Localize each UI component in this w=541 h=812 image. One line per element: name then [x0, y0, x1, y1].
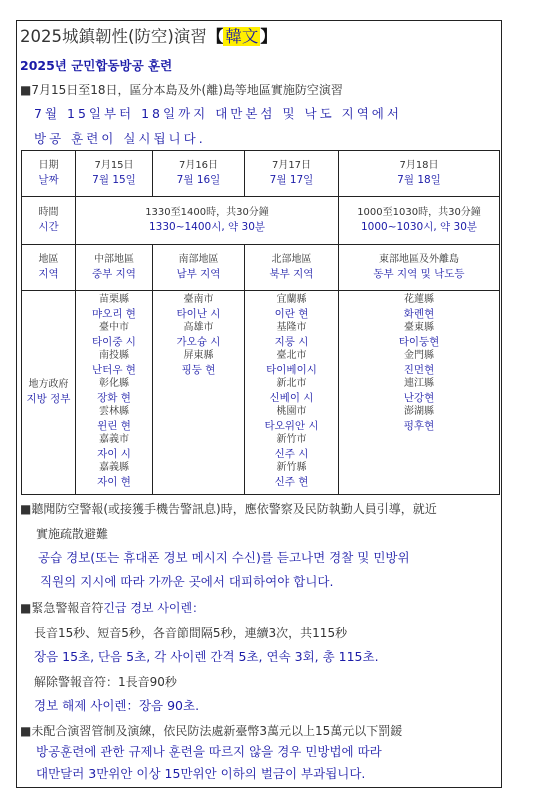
siren-heading-ko: 긴급 경보 사이렌： — [103, 601, 205, 615]
schedule-date-row — [22, 151, 500, 197]
region-cell: 北部地區 북부 지역 — [245, 245, 339, 291]
release-ko: 경보 해제 사이렌：장음 90초. — [34, 698, 200, 713]
schedule-time-row — [22, 197, 500, 245]
warning-zh-line2: 實施疏散避難 — [36, 527, 109, 541]
release-zh: 解除警報音符：1長音90秒 — [34, 675, 177, 689]
penalty-ko-line2: 대만달러 3만위안 이상 15만위안 이하의 벌금이 부과됩니다. — [36, 766, 366, 781]
title-bracket-close: 】 — [260, 27, 277, 46]
warning-ko-line1: 공습 경보(또는 휴대폰 경보 메시지 수신)를 듣고나면 경찰 및 민방위 — [38, 550, 410, 565]
region-header-cell: 地區 지역 — [22, 245, 76, 291]
date-header-cell: 日期 날짜 — [22, 151, 76, 197]
time-main-cell: 1330至1400時，共30分鐘 1330~1400시, 약 30분 — [76, 197, 339, 245]
title-main: 2025城鎮韌性(防空)演習 — [20, 27, 207, 46]
siren-heading-zh: ■緊急警報音符 — [20, 601, 104, 615]
siren-heading — [20, 602, 204, 614]
date-cell: 7月17日 7월 17일 — [245, 151, 339, 197]
government-list-north: 宜蘭縣 이란 현 基隆市 지룽 시 臺北市 타이베이시 新北市 신베이 시 桃園市 타오위안 시 新竹市 신주 시 新竹縣 신주 현 — [245, 291, 339, 495]
page-subtitle: 2025년 군민합동방공 훈련 — [20, 58, 173, 73]
page-title — [20, 29, 277, 46]
region-cell: 東部地區及外離島 동부 지역 및 낙도등 — [339, 245, 500, 291]
date-cell: 7月18日 7월 18일 — [339, 151, 500, 197]
government-header-cell: 地方政府 지방 정부 — [22, 291, 76, 495]
warning-ko-line2: 직원의 지시에 따라 가까운 곳에서 대피하여야 합니다. — [40, 574, 334, 589]
intro-ko-line1: 7월 15일부터 18일까지 대만본섬 및 낙도 지역에서 — [34, 106, 402, 121]
time-east-cell: 1000至1030時，共30分鐘 1000~1030시, 약 30분 — [339, 197, 500, 245]
region-cell: 中部地區 중부 지역 — [76, 245, 153, 291]
title-highlight: 韓文 — [225, 27, 259, 46]
schedule-region-row — [22, 245, 500, 291]
intro-zh: ■7月15日至18日，區分本島及外(離)島等地區實施防空演習 — [20, 83, 343, 97]
title-bracket-open: 【 — [206, 27, 224, 46]
warning-zh-line1: ■聽聞防空警報(或接獲手機告警訊息)時，應依警察及民防執勤人員引導，就近 — [20, 502, 437, 516]
siren-pattern-ko: 장음 15초, 단음 5초, 각 사이렌 간격 5초, 연속 3회, 총 115초. — [34, 649, 379, 664]
intro-ko-line2: 방공 훈련이 실시됩니다. — [34, 131, 206, 146]
penalty-ko-line1: 방공훈련에 관한 규제나 훈련을 따르지 않을 경우 민방법에 따라 — [36, 744, 382, 759]
region-cell: 南部地區 남부 지역 — [153, 245, 245, 291]
siren-pattern-zh: 長音15秒、短音5秒，各音節間隔5秒，連續3次，共115秒 — [34, 626, 348, 640]
government-list-east: 花蓮縣 화롄현 臺東縣 타이둥현 金門縣 진먼현 連江縣 난강현 澎湖縣 펑후현 — [339, 291, 500, 495]
schedule-government-row — [22, 291, 500, 495]
schedule-table — [21, 150, 500, 495]
government-list-south: 臺南市 타이난 시 高雄市 가오슝 시 屏東縣 핑둥 현 — [153, 291, 245, 495]
government-list-central: 苗栗縣 먀오리 현 臺中市 타이중 시 南投縣 난터우 현 彰化縣 장화 현 雲林縣 윈린 현 嘉義市 자이 시 嘉義縣 자이 현 — [76, 291, 153, 495]
date-cell: 7月15日 7월 15일 — [76, 151, 153, 197]
time-header-cell: 時間 시간 — [22, 197, 76, 245]
date-cell: 7月16日 7월 16일 — [153, 151, 245, 197]
penalty-zh: ■未配合演習管制及演練，依民防法處新臺幣3萬元以上15萬元以下罰鍰 — [20, 724, 403, 738]
